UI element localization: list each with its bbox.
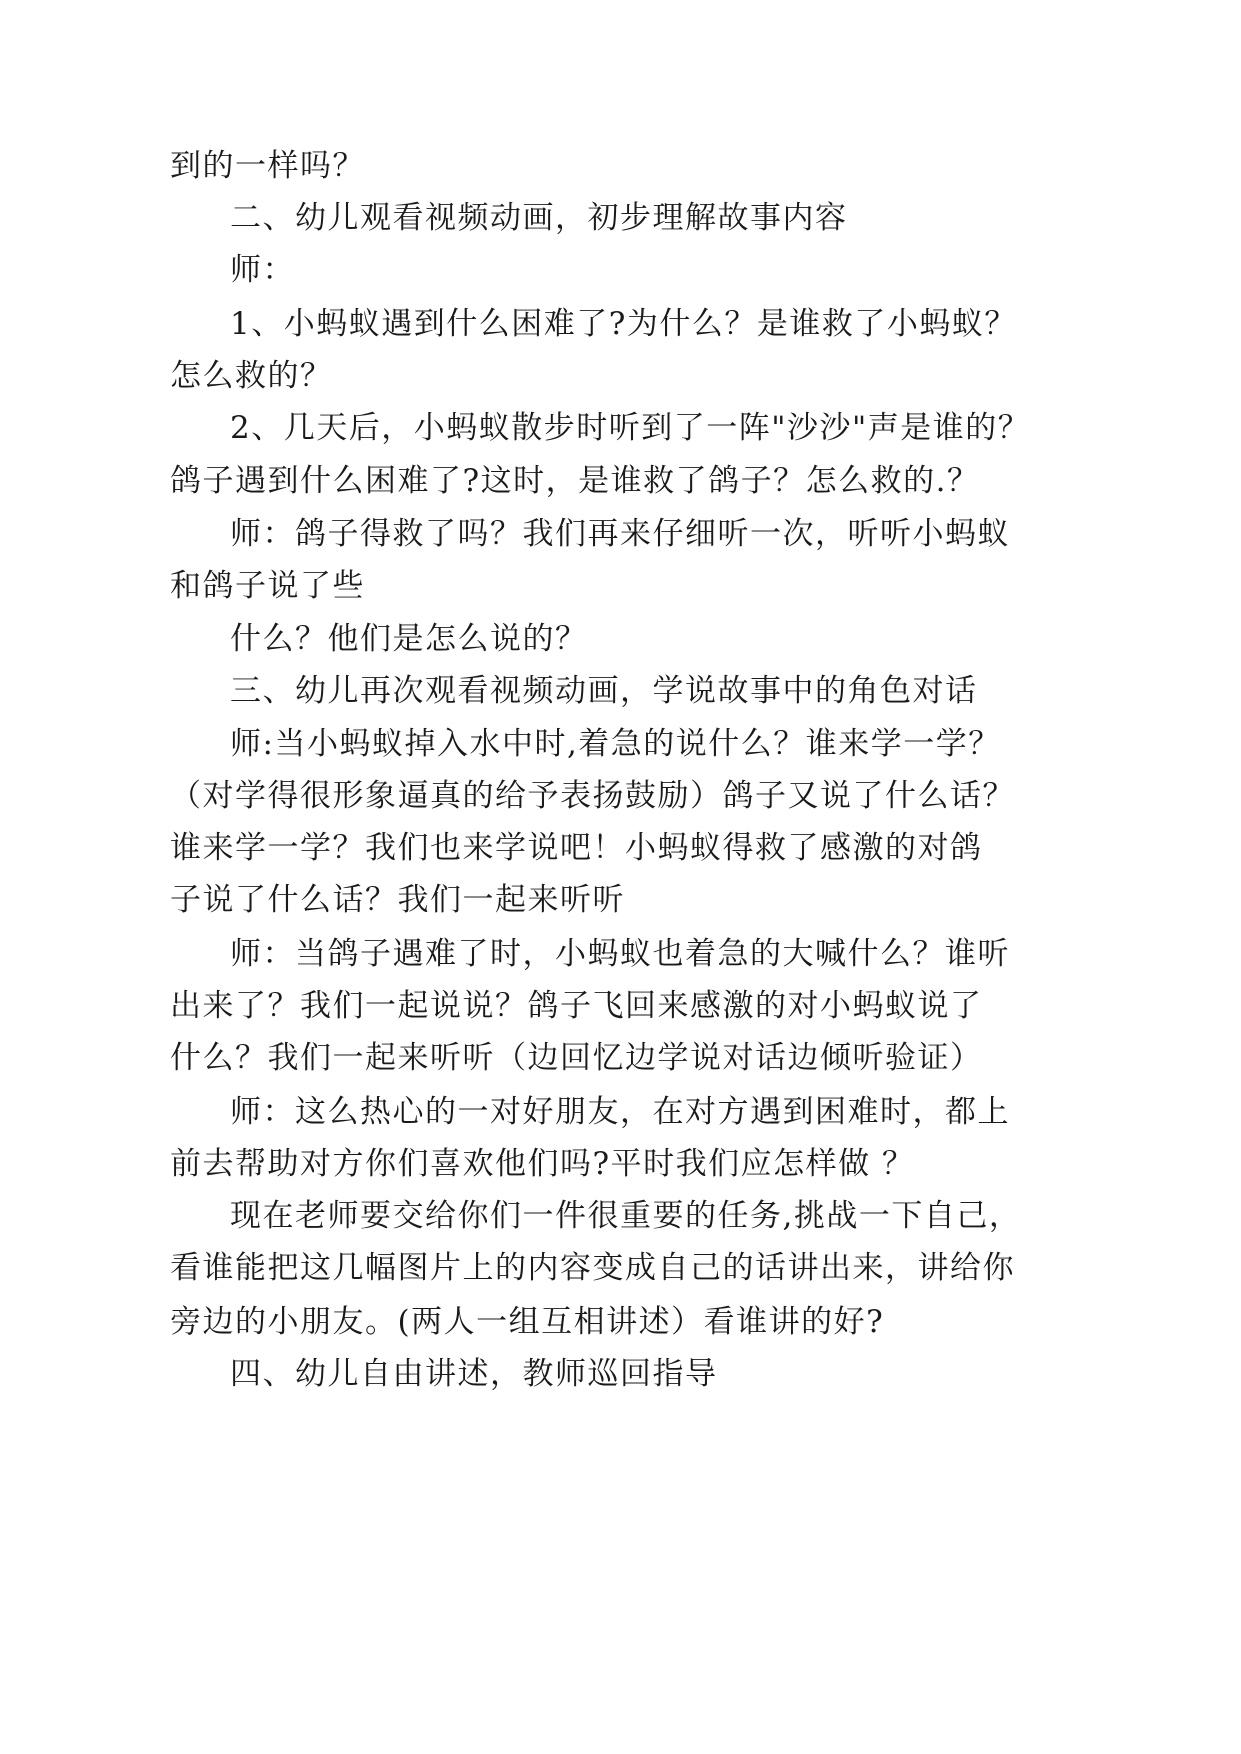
section-heading-4: 四、幼儿自由讲述，教师巡回指导 (230, 1356, 718, 1392)
text-line-21: 现在老师要交给你们一件很重要的任务,挑战一下自己， (230, 1198, 1022, 1234)
text-line-13: （对学得很形象逼真的给予表扬鼓励）鸽子又说了什么话？ (170, 778, 1015, 814)
text-line-12: 师:当小蚂蚁掉入水中时,着急的说什么？谁来学一学？ (230, 726, 1001, 762)
text-line-23: 旁边的小朋友。(两人一组互相讲述）看谁讲的好? (170, 1304, 885, 1340)
text-line-7: 鸽子遇到什么困难了?这时，是谁救了鸽子？怎么救的.？ (170, 463, 980, 499)
text-line-3: 师： (230, 252, 295, 288)
text-line-16: 师：当鸽子遇难了时，小蚂蚁也着急的大喊什么？谁听 (230, 936, 1010, 972)
text-line-1: 到的一样吗？ (170, 148, 365, 184)
section-heading-3: 三、幼儿再次观看视频动画，学说故事中的角色对话 (230, 673, 978, 709)
text-line-14: 谁来学一学？我们也来学说吧！小蚂蚁得救了感激的对鸽 (170, 830, 983, 866)
section-heading-2: 二、幼儿观看视频动画，初步理解故事内容 (230, 200, 848, 236)
text-line-9: 和鸽子说了些 (170, 568, 365, 604)
text-line-8: 师：鸽子得救了吗？我们再来仔细听一次，听听小蚂蚁 (230, 516, 1010, 552)
text-line-18: 什么？我们一起来听听（边回忆边学说对话边倾听验证） (170, 1040, 983, 1076)
text-line-10: 什么？他们是怎么说的？ (230, 621, 588, 657)
text-line-20: 前去帮助对方你们喜欢他们吗?平时我们应怎样做 ？ (170, 1146, 915, 1182)
text-line-6: 2、几天后，小蚂蚁散步时听到了一阵"沙沙"声是谁的？ (230, 410, 1031, 446)
text-line-4: 1、小蚂蚁遇到什么困难了?为什么？是谁救了小蚂蚁？ (230, 306, 1017, 342)
text-line-5: 怎么救的？ (170, 358, 333, 394)
text-line-19: 师：这么热心的一对好朋友，在对方遇到困难时，都上 (230, 1094, 1010, 1130)
text-line-17: 出来了？我们一起说说？鸽子飞回来感激的对小蚂蚁说了 (170, 988, 983, 1024)
text-line-22: 看谁能把这几幅图片上的内容变成自己的话讲出来，讲给你 (170, 1250, 1015, 1286)
text-line-15: 子说了什么话？我们一起来听听 (170, 882, 625, 918)
